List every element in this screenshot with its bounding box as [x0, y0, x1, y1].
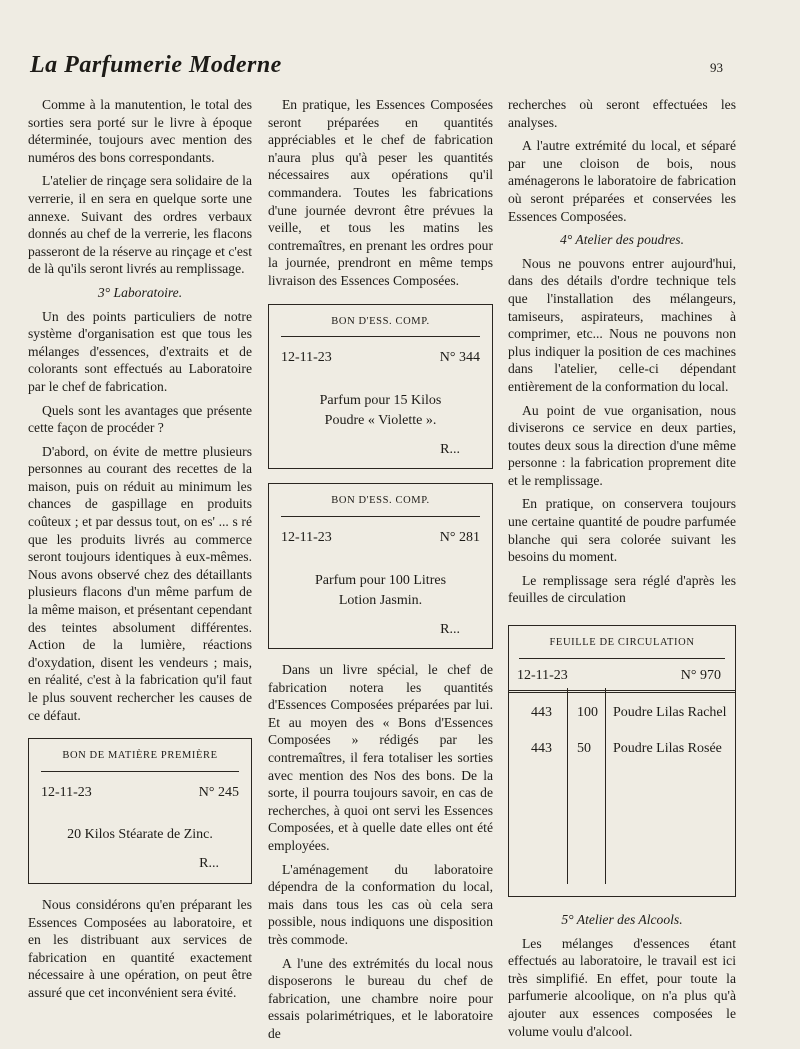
form-date: 12-11-23	[41, 784, 92, 800]
form-date: 12-11-23	[281, 350, 332, 366]
paragraph: Nous ne pouvons entrer aujourd'hui, dans des détails d'ordre technique tels que l'installation des mélangeurs, tamiseurs, aspirateurs, machines à comprimer, etc... Nous ne pouvons non plus indiquer la position de ces machines dans l'atelier, celle-ci dépendant entièrement de la conformation du local.	[508, 255, 736, 394]
form-title: FEUILLE DE CIRCULATION	[519, 634, 725, 659]
paragraph: Nous considérons qu'en préparant les Essences Composées au laboratoire, et en les distribuant aux services de fabrication en quantité exactement nécessaire à une opération, on peut être assuré que cet inconvénient sera évité.	[28, 896, 252, 1000]
form-bon-matiere	[28, 738, 252, 884]
cell-ref: 443	[531, 741, 552, 757]
section-heading: 3° Laboratoire.	[97, 284, 183, 300]
journal-title: La Parfumerie Moderne	[30, 52, 282, 78]
form-number: N° 245	[198, 784, 239, 800]
form-signature: R...	[440, 621, 460, 637]
form-signature: R...	[440, 441, 460, 457]
form-title: BON DE MATIÈRE PREMIÈRE	[41, 747, 239, 772]
column-1	[28, 96, 252, 1008]
form-bon-ess-comp-1	[268, 304, 493, 470]
paragraph: En pratique, on conservera toujours une certaine quantité de poudre parfumée blanche qui sera colorée suivant les besoins du moment.	[508, 496, 736, 565]
paragraph: Comme à la manutention, le total des sorties sera porté sur le livre à époque déterminée, toujours avec mention des numéros des bons correspondants.	[28, 97, 252, 165]
paragraph: L'atelier de rinçage sera solidaire de la verrerie, il en sera en quelque sorte une annexe. Suivant des ordres verbaux donnés au chef de la verrerie, les flacons passeront de la réserve au rinçage et c'est de là qu'ils seront livrés au remplissage.	[28, 173, 252, 277]
form-body-line: Parfum pour 100 Litres	[314, 572, 447, 588]
form-body-line: Parfum pour 15 Kilos	[319, 392, 442, 408]
form-body: 20 Kilos Stéarate de Zinc.	[67, 827, 213, 843]
section-heading: 5° Atelier des Alcools.	[561, 912, 683, 928]
cell-qty: 50	[577, 741, 591, 757]
paragraph: D'abord, on évite de mettre plusieurs personnes au courant des recettes de la maison, puis on réduit au minimum les chances de gaspillage en produits coûteux ; et par dessus tout, on es' ... s ré que les produits livrés au commerce seront toujours identiques à eux-mêmes. Nous avons observé chez des détaillants plusieurs flacons d'un même parfum de la même maison, et présentant cependant des teintes absolument différentes. Action de la lumière, réactions d'oxydation, disent les vendeurs ; mais, en réalité, c'est à la fabrication qu'il faut le plus souvent rechercher les causes de ce défaut.	[28, 443, 252, 723]
cell-qty: 100	[577, 705, 598, 721]
form-body-line: Poudre « Violette ».	[324, 412, 437, 428]
paragraph: Dans un livre spécial, le chef de fabrication notera les quantités d'Essences Composées préparées par lui. Et au moyen des « Bons d'Essences Composées » rédigés par les contremaîtres, il fera totaliser les sorties avec mention des Nos des bons. De la sorte, il pourra toujours savoir, en cas de recherches, à quoi ont servi les Essences Composées, et à quelle date elles ont été employées.	[268, 662, 493, 854]
form-number: N° 281	[439, 529, 480, 545]
paragraph: A l'autre extrémité du local, et séparé par une cloison de bois, nous aménagerons le laboratoire de fabrication où seront préparées et conservées les Essences Composées.	[508, 138, 736, 224]
form-signature: R...	[199, 856, 219, 872]
form-date: 12-11-23	[517, 667, 568, 683]
form-feuille-circulation	[508, 625, 736, 897]
cell-product: Poudre Lilas Rosée	[613, 741, 722, 757]
paragraph: A l'une des extrémités du local nous disposerons le bureau du chef de fabrication, une chambre noire pour essais polarimétriques, et le laboratoire de	[268, 955, 493, 1041]
paragraph: Quels sont les avantages que présente cette façon de procéder ?	[28, 402, 252, 436]
paragraph: En pratique, les Essences Composées seront préparées en quantités appréciables et le chef de fabrication n'aura plus qu'à peser les quantités nécessaires aux opérations qu'il commandera. Toutes les fabrications d'une journée devront être prévues la veille, et tous les matins les contremaîtres, en prenant les ordres pour la journée, prendront en même temps livraison des Essences Composées.	[268, 97, 493, 288]
paragraph: Au point de vue organisation, nous diviserons ce service en deux parties, toutes deux sous la direction d'une même personne : la fabrication proprement dite et le remplissage.	[508, 402, 736, 488]
form-title: BON D'ESS. COMP.	[281, 492, 480, 517]
section-heading: 4° Atelier des poudres.	[560, 232, 684, 248]
cell-product: Poudre Lilas Rachel	[613, 705, 727, 721]
form-body-line: Lotion Jasmin.	[338, 592, 423, 608]
form-number: N° 970	[680, 667, 721, 683]
paragraph: L'aménagement du laboratoire dépendra de la conformation du local, mais dans tous les cas où cela sera possible, nous indiquons une disposition très commode.	[268, 861, 493, 947]
column-2	[268, 96, 493, 1049]
paragraph: Le remplissage sera réglé d'après les feuilles de circulation	[508, 572, 736, 606]
paragraph: Un des points particuliers de notre système d'organisation est que tous les mélanges d'essences, d'extraits et de colorants sont effectués au Laboratoire par le chef de fabrication.	[28, 308, 252, 394]
page-number: 93	[710, 60, 723, 75]
column-3	[508, 96, 736, 1046]
form-title: BON D'ESS. COMP.	[281, 313, 480, 338]
cell-ref: 443	[531, 705, 552, 721]
form-bon-ess-comp-2	[268, 483, 493, 649]
paragraph: Les mélanges d'essences étant effectués au laboratoire, le travail est ici très simplifié. En effet, pour toute la parfumerie alcoolique, on n'a plus qu'à ajouter aux essences composées le volume voulu d'alcool.	[508, 935, 736, 1039]
form-date: 12-11-23	[281, 529, 332, 545]
paragraph: recherches où seront effectuées les analyses.	[508, 97, 736, 130]
form-number: N° 344	[439, 350, 480, 366]
